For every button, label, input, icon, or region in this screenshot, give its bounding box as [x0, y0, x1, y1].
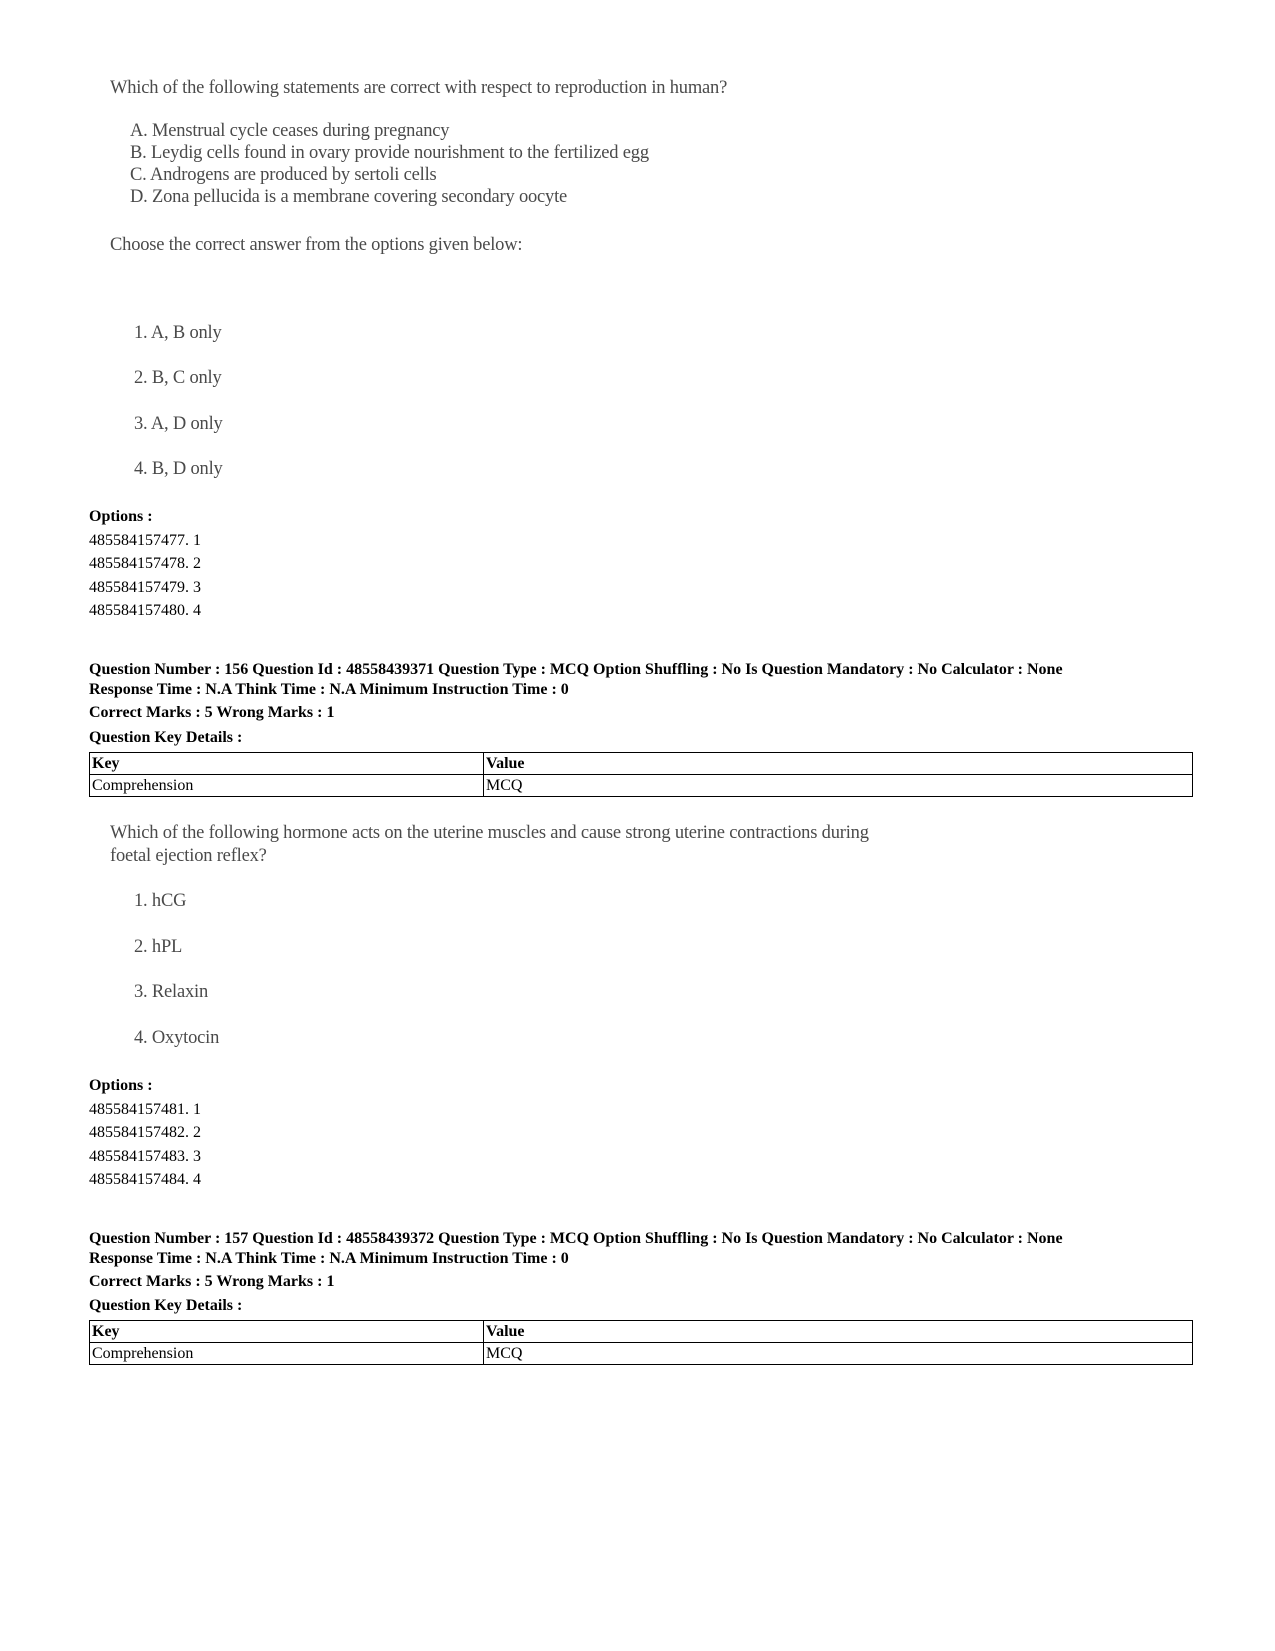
q156-key-table: [89, 752, 1193, 797]
value-header: Value: [484, 753, 1193, 775]
key-cell: Comprehension: [90, 775, 484, 797]
q156-option-2: 485584157482. 2: [89, 1124, 201, 1141]
q156-options: [89, 1074, 201, 1192]
q156-marks: Correct Marks : 5 Wrong Marks : 1: [89, 704, 335, 721]
q157-meta: [89, 1229, 1063, 1268]
q155-choice-3: 3. A, D only: [134, 414, 223, 434]
q155-instruction: Choose the correct answer from the options given below:: [110, 235, 523, 255]
q156-option-1: 485584157481. 1: [89, 1100, 201, 1118]
q156-stem-line2: foetal ejection reflex?: [110, 846, 267, 866]
q155-statement-c: C. Androgens are produced by sertoli cells: [130, 165, 437, 185]
q157-meta-line2: Response Time : N.A Think Time : N.A Minimum Instruction Time : 0: [89, 1249, 569, 1267]
q157-key-table: [89, 1320, 1193, 1365]
q155-options: [89, 505, 201, 623]
table-header-row: [90, 1321, 1193, 1343]
q155-statements: [130, 120, 649, 208]
q156-choice-2: 2. hPL: [134, 937, 183, 957]
q156-choice-4: 4. Oxytocin: [134, 1028, 220, 1048]
q156-choice-3: 3. Relaxin: [134, 982, 209, 1002]
q155-choice-2: 2. B, C only: [134, 368, 222, 388]
q155-stem: Which of the following statements are correct with respect to reproduction in human?: [110, 78, 728, 98]
q155-option-4: 485584157480. 4: [89, 602, 201, 619]
q156-choice-1: 1. hCG: [134, 891, 187, 911]
value-cell: MCQ: [484, 775, 1193, 797]
q155-statement-d: D. Zona pellucida is a membrane covering secondary oocyte: [130, 187, 568, 207]
table-row: [90, 775, 1193, 797]
q156-option-3: 485584157483. 3: [89, 1147, 201, 1165]
q155-options-label: Options :: [89, 508, 153, 525]
table-row: [90, 1343, 1193, 1365]
value-header: Value: [484, 1321, 1193, 1343]
q155-statement-b: B. Leydig cells found in ovary provide nourishment to the fertilized egg: [130, 143, 649, 163]
q155-statement-a: A. Menstrual cycle ceases during pregnancy: [130, 121, 450, 141]
q155-option-3: 485584157479. 3: [89, 578, 201, 596]
q155-choice-1: 1. A, B only: [134, 323, 222, 343]
q156-option-4: 485584157484. 4: [89, 1171, 201, 1188]
q155-option-2: 485584157478. 2: [89, 555, 201, 572]
q156-key-details-label: Question Key Details :: [89, 729, 243, 746]
q155-choice-4: 4. B, D only: [134, 459, 223, 479]
table-header-row: [90, 753, 1193, 775]
q156-stem-line1: Which of the following hormone acts on the uterine muscles and cause strong uterine contractions during: [110, 823, 869, 843]
key-header: Key: [90, 753, 484, 775]
q156-meta-line2: Response Time : N.A Think Time : N.A Minimum Instruction Time : 0: [89, 680, 569, 698]
key-cell: Comprehension: [90, 1343, 484, 1365]
value-cell: MCQ: [484, 1343, 1193, 1365]
q156-meta-line1: Question Number : 156 Question Id : 48558439371 Question Type : MCQ Option Shuffling : No Is Question Mandatory : No Calculator : None: [89, 661, 1063, 678]
q157-marks: Correct Marks : 5 Wrong Marks : 1: [89, 1273, 335, 1290]
q155-option-1: 485584157477. 1: [89, 531, 201, 549]
q157-key-details-label: Question Key Details :: [89, 1297, 243, 1314]
q156-meta: [89, 660, 1063, 699]
q156-options-label: Options :: [89, 1077, 153, 1094]
q157-meta-line1: Question Number : 157 Question Id : 48558439372 Question Type : MCQ Option Shuffling : No Is Question Mandatory : No Calculator : None: [89, 1230, 1063, 1247]
key-header: Key: [90, 1321, 484, 1343]
